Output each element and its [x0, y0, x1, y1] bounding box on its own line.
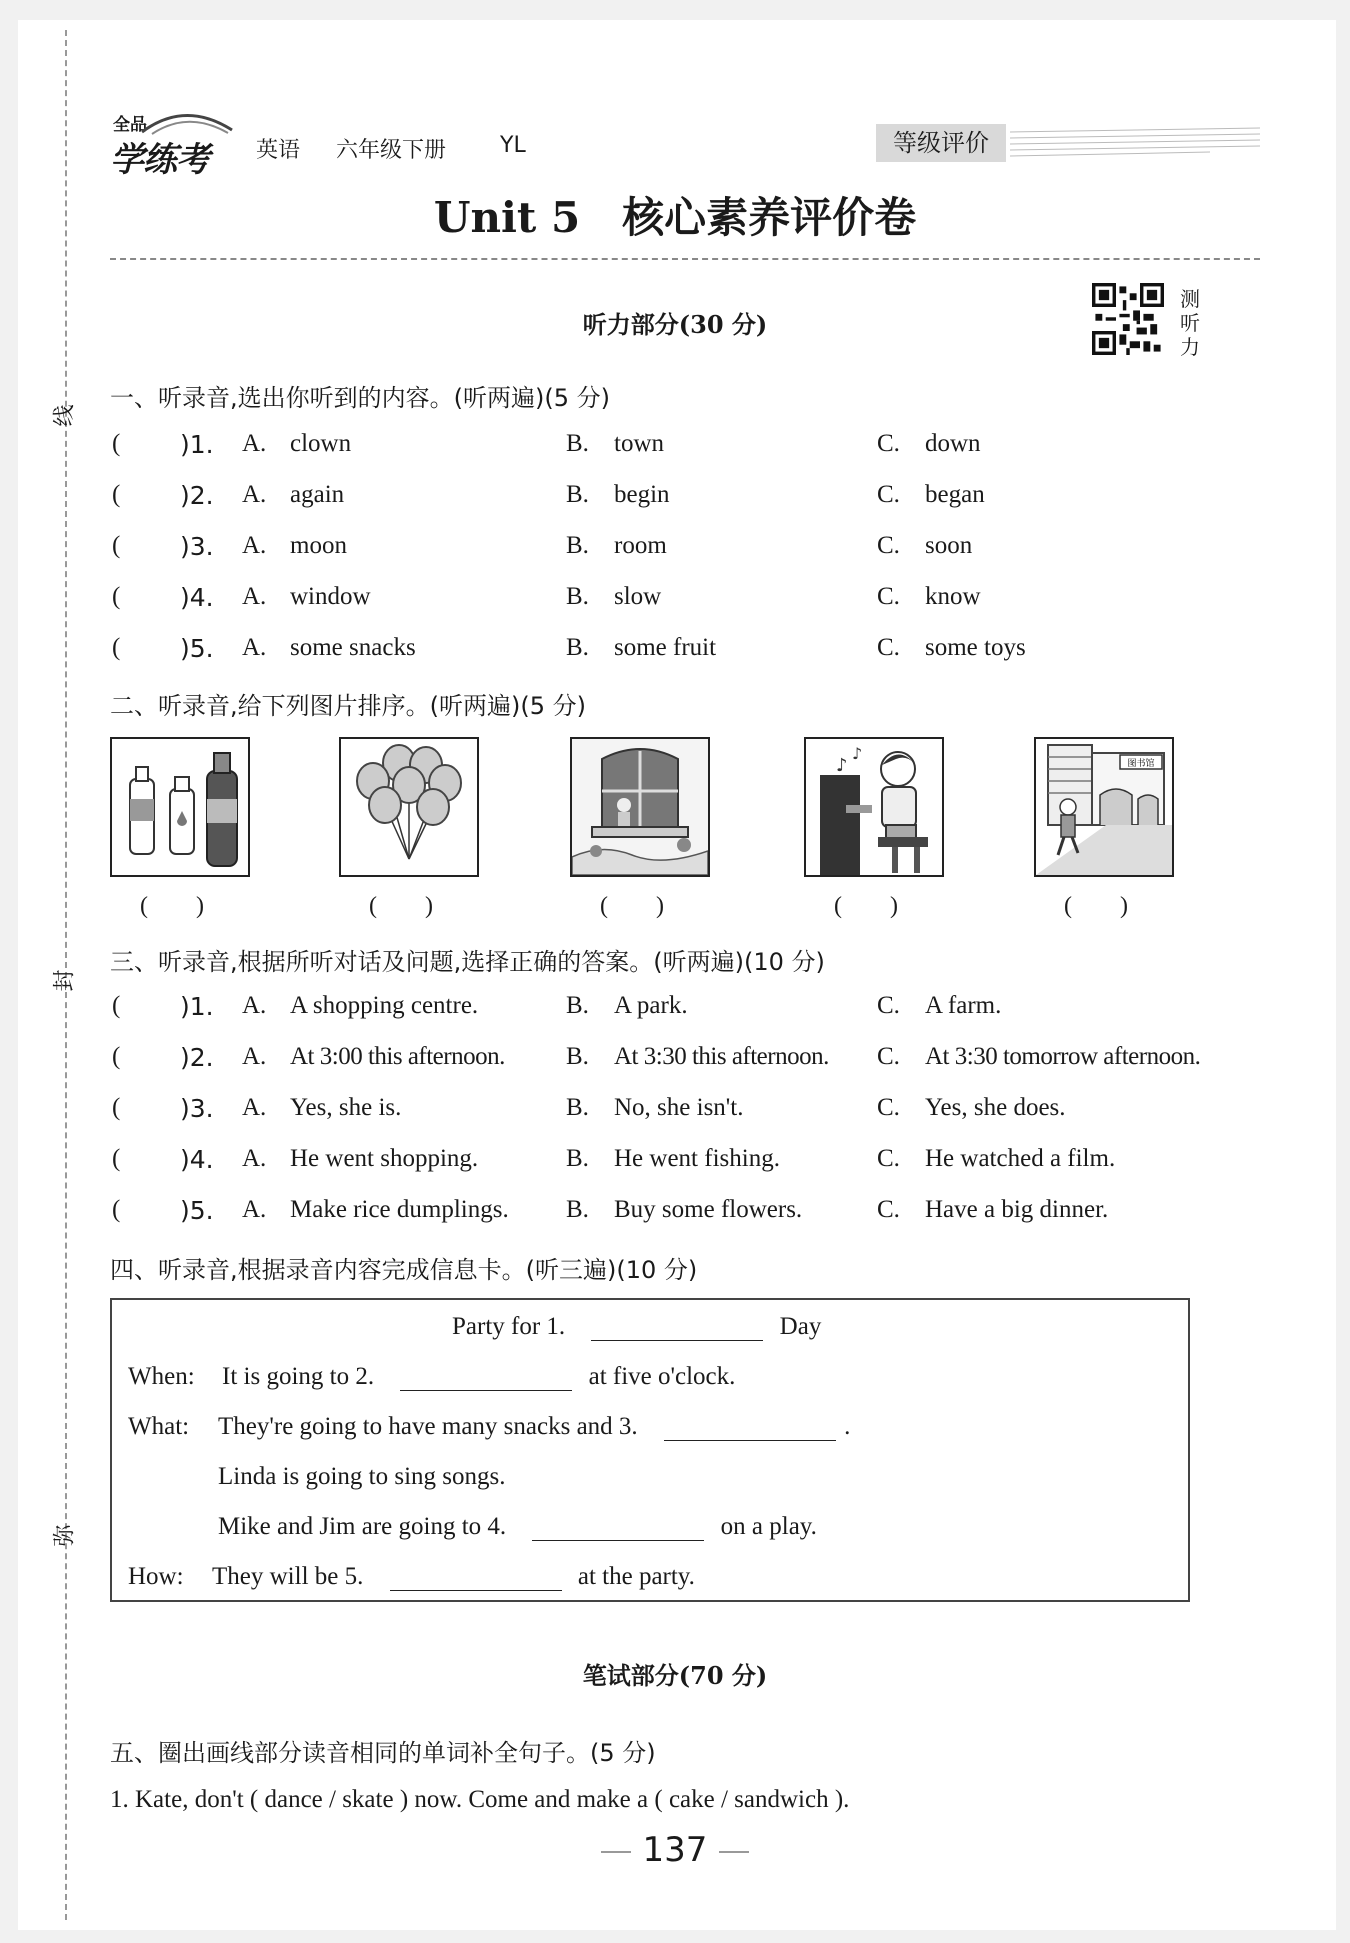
option-c[interactable]: At 3:30 tomorrow afternoon.: [925, 1043, 1201, 1070]
question-number: )5.: [180, 1196, 214, 1225]
answer-paren[interactable]: (: [112, 1043, 121, 1070]
card-what-prefix: They're going to have many snacks and 3.: [218, 1413, 638, 1440]
listening-part-title: 听力部分(30 分): [582, 310, 768, 339]
balloons-icon: [339, 737, 479, 877]
page-title: Unit 5 核心素养评价卷: [433, 193, 917, 242]
answer-paren[interactable]: (: [112, 583, 121, 610]
question-number: )1.: [180, 430, 214, 459]
blank-1[interactable]: [591, 1314, 763, 1341]
library-sign: 图书馆: [1127, 759, 1155, 769]
option-c[interactable]: soon: [925, 532, 973, 559]
option-c-letter: C.: [877, 634, 900, 661]
option-a[interactable]: moon: [290, 532, 347, 559]
card-line1: [452, 1313, 821, 1341]
option-b[interactable]: slow: [614, 583, 662, 610]
option-c-letter: C.: [877, 430, 900, 457]
card-linda-line: Linda is going to sing songs.: [218, 1463, 506, 1490]
option-a[interactable]: A shopping centre.: [290, 992, 479, 1019]
answer-paren[interactable]: (: [112, 1196, 121, 1223]
written-part-title: 笔试部分(70 分): [582, 1661, 768, 1690]
option-a-letter: A.: [242, 992, 267, 1019]
option-c-letter: C.: [877, 992, 900, 1019]
section3-heading: 三、听录音,根据所听对话及问题,选择正确的答案。(听两遍)(10 分): [110, 948, 825, 976]
option-c[interactable]: He watched a film.: [925, 1145, 1116, 1172]
answer-paren[interactable]: (: [112, 634, 121, 661]
answer-paren[interactable]: (: [112, 992, 121, 1019]
question-number: )3.: [180, 532, 214, 561]
option-c[interactable]: Have a big dinner.: [925, 1196, 1109, 1223]
svg-text:♪: ♪: [836, 755, 848, 776]
card-line1-prefix: Party for 1.: [452, 1313, 566, 1340]
option-b-letter: B.: [566, 430, 589, 457]
card-what-suffix: .: [844, 1413, 851, 1440]
page-number-value: 137: [642, 1830, 708, 1870]
binding-label-close: 弥: [52, 1524, 78, 1547]
option-a-letter: A.: [242, 430, 267, 457]
page-number: [0, 1830, 1350, 1870]
qr-label-char: 听: [1180, 311, 1200, 335]
section5-question-1[interactable]: 1. Kate, don't ( dance / skate ) now. Come and make a ( cake / sandwich ).: [110, 1786, 850, 1813]
section5-heading: 五、圈出画线部分读音相同的单词补全句子。(5 分): [110, 1739, 656, 1767]
qr-code-icon[interactable]: [1092, 283, 1164, 355]
card-mike-prefix: Mike and Jim are going to 4.: [218, 1513, 507, 1540]
card-when: [222, 1363, 735, 1391]
binding-label-line: 线: [52, 404, 78, 427]
question-number: )3.: [180, 1094, 214, 1123]
option-b[interactable]: begin: [614, 481, 670, 508]
card-mike-suffix: on a play.: [720, 1513, 817, 1540]
option-a-letter: A.: [242, 1196, 267, 1223]
card-what-label: What:: [128, 1413, 190, 1440]
blank-5[interactable]: [390, 1564, 562, 1591]
option-a-letter: A.: [242, 481, 267, 508]
option-c-letter: C.: [877, 583, 900, 610]
option-b[interactable]: room: [614, 532, 667, 559]
blank-2[interactable]: [400, 1364, 572, 1391]
qr-label-char: 测: [1180, 287, 1200, 311]
option-b-letter: B.: [566, 583, 589, 610]
piano-icon: [804, 737, 944, 877]
option-a-letter: A.: [242, 532, 267, 559]
answer-paren[interactable]: (: [112, 532, 121, 559]
question-number: )2.: [180, 1043, 214, 1072]
picture-order-blank[interactable]: ( ): [1064, 893, 1128, 919]
info-card: [110, 1298, 1190, 1602]
option-c-letter: C.: [877, 1145, 900, 1172]
answer-paren[interactable]: (: [112, 481, 121, 508]
option-a[interactable]: Make rice dumplings.: [290, 1196, 509, 1223]
option-c-letter: C.: [877, 532, 900, 559]
card-when-suffix: at five o'clock.: [588, 1363, 736, 1390]
title-divider: [110, 258, 1260, 260]
card-how-prefix: They will be 5.: [212, 1563, 364, 1590]
option-b[interactable]: some fruit: [614, 634, 717, 661]
card-what: [218, 1413, 850, 1441]
blank-4[interactable]: [532, 1514, 704, 1541]
option-a-letter: A.: [242, 1043, 267, 1070]
option-a-letter: A.: [242, 1094, 267, 1121]
edition-label: YL: [500, 133, 526, 158]
bottles-icon: [110, 737, 250, 877]
option-c-letter: C.: [877, 1196, 900, 1223]
card-mike: [218, 1513, 817, 1541]
option-b-letter: B.: [566, 992, 589, 1019]
picture-order-blank[interactable]: ( ): [834, 893, 898, 919]
option-c[interactable]: A farm.: [925, 992, 1002, 1019]
section2-heading: 二、听录音,给下列图片排序。(听两遍)(5 分): [110, 692, 586, 720]
section1-heading: 一、听录音,选出你听到的内容。(听两遍)(5 分): [110, 384, 610, 412]
blank-3[interactable]: [664, 1414, 836, 1441]
brand-logo: 学练考: [110, 140, 209, 180]
question-number: )4.: [180, 583, 214, 612]
option-c-letter: C.: [877, 1094, 900, 1121]
option-c[interactable]: began: [925, 481, 985, 508]
option-c-letter: C.: [877, 1043, 900, 1070]
option-c-letter: C.: [877, 481, 900, 508]
answer-paren[interactable]: (: [112, 1145, 121, 1172]
option-b-letter: B.: [566, 634, 589, 661]
eval-badge: 等级评价: [876, 124, 1006, 162]
option-c[interactable]: some toys: [925, 634, 1026, 661]
binding-label-seal: 封: [52, 969, 78, 992]
subject-label: 英语: [256, 138, 301, 163]
question-number: )4.: [180, 1145, 214, 1174]
option-a[interactable]: clown: [290, 430, 352, 457]
header-hatch-decoration: [1010, 124, 1260, 164]
window-scene-icon: [570, 737, 710, 877]
option-b[interactable]: At 3:30 this afternoon.: [614, 1043, 829, 1070]
option-b-letter: B.: [566, 1145, 589, 1172]
option-b[interactable]: A park.: [614, 992, 688, 1019]
option-a[interactable]: window: [290, 583, 371, 610]
library-scene-icon: [1034, 737, 1174, 877]
option-c[interactable]: know: [925, 583, 981, 610]
option-a-letter: A.: [242, 583, 267, 610]
brand-small: 全品: [113, 115, 147, 135]
option-c[interactable]: down: [925, 430, 981, 457]
qr-label-char: 力: [1180, 335, 1200, 359]
option-b-letter: B.: [566, 1094, 589, 1121]
option-a-letter: A.: [242, 634, 267, 661]
picture-order-blank[interactable]: ( ): [140, 893, 204, 919]
option-b-letter: B.: [566, 481, 589, 508]
card-how-suffix: at the party.: [577, 1563, 695, 1590]
card-how: [212, 1563, 695, 1591]
answer-paren[interactable]: (: [112, 430, 121, 457]
option-c[interactable]: Yes, she does.: [925, 1094, 1066, 1121]
card-when-label: When:: [128, 1363, 195, 1390]
svg-text:♪: ♪: [852, 744, 863, 763]
option-a[interactable]: again: [290, 481, 345, 508]
option-b-letter: B.: [566, 1196, 589, 1223]
option-b-letter: B.: [566, 1043, 589, 1070]
question-number: )5.: [180, 634, 214, 663]
option-a-letter: A.: [242, 1145, 267, 1172]
card-when-prefix: It is going to 2.: [222, 1363, 375, 1390]
option-a[interactable]: Yes, she is.: [290, 1094, 402, 1121]
question-number: )1.: [180, 992, 214, 1021]
option-a[interactable]: At 3:00 this afternoon.: [290, 1043, 505, 1070]
option-b[interactable]: town: [614, 430, 664, 457]
picture-order-blank[interactable]: ( ): [600, 893, 664, 919]
card-line1-suffix: Day: [779, 1313, 822, 1340]
option-b[interactable]: No, she isn't.: [614, 1094, 744, 1121]
option-b[interactable]: Buy some flowers.: [614, 1196, 803, 1223]
option-a[interactable]: He went shopping.: [290, 1145, 479, 1172]
question-number: )2.: [180, 481, 214, 510]
answer-paren[interactable]: (: [112, 1094, 121, 1121]
card-how-label: How:: [128, 1563, 184, 1590]
grade-label: 六年级下册: [336, 138, 447, 163]
option-a[interactable]: some snacks: [290, 634, 416, 661]
option-b-letter: B.: [566, 532, 589, 559]
picture-order-blank[interactable]: ( ): [369, 893, 433, 919]
option-b[interactable]: He went fishing.: [614, 1145, 780, 1172]
section4-heading: 四、听录音,根据录音内容完成信息卡。(听三遍)(10 分): [110, 1256, 698, 1284]
